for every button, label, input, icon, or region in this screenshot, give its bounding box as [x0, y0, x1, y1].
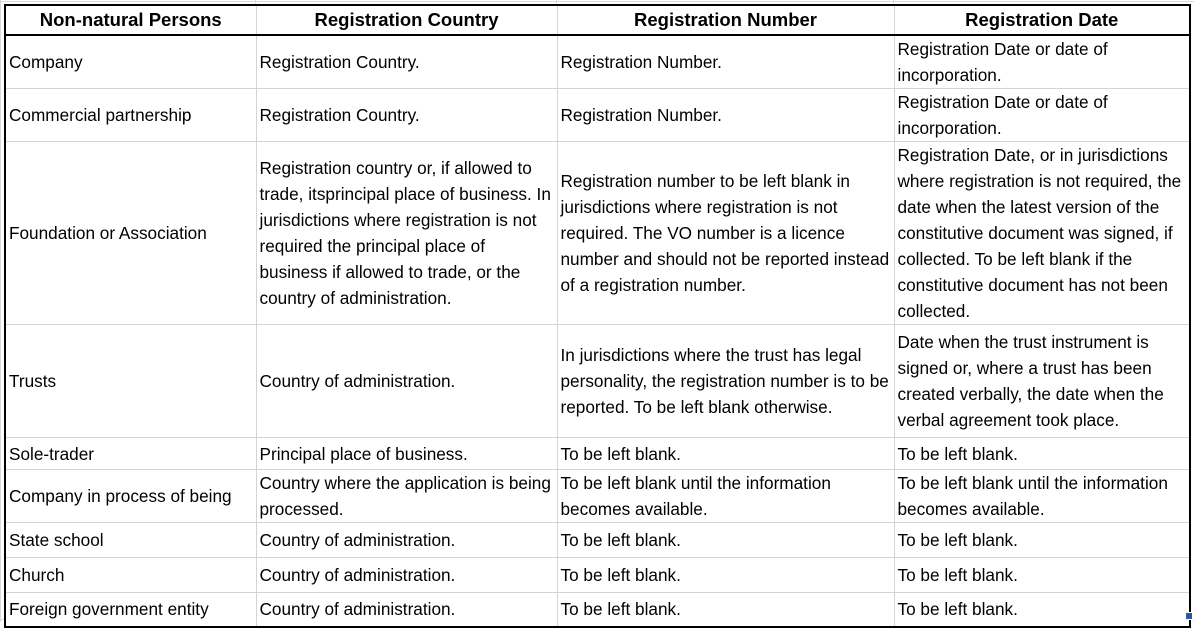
table-row: [5, 325, 1190, 438]
cell-date[interactable]: Registration Date or date of incorporation.: [894, 35, 1190, 89]
cell-entity[interactable]: Sole-trader: [5, 438, 256, 470]
table-row: [5, 89, 1190, 142]
cell-date[interactable]: To be left blank.: [894, 593, 1190, 627]
cell-number[interactable]: To be left blank.: [557, 523, 894, 558]
cell-number[interactable]: Registration Number.: [557, 35, 894, 89]
cell-number[interactable]: To be left blank.: [557, 558, 894, 593]
cell-entity[interactable]: Trusts: [5, 325, 256, 438]
cell-entity[interactable]: Commercial partnership: [5, 89, 256, 142]
cell-country[interactable]: Country of administration.: [256, 523, 557, 558]
gridline: [0, 1, 1194, 2]
table-row: [5, 523, 1190, 558]
cell-country[interactable]: Registration Country.: [256, 89, 557, 142]
registration-requirements-table: [4, 4, 1191, 628]
cell-country[interactable]: Principal place of business.: [256, 438, 557, 470]
table-row: [5, 35, 1190, 89]
table-row: [5, 558, 1190, 593]
header-row: [5, 5, 1190, 35]
cell-date[interactable]: To be left blank.: [894, 523, 1190, 558]
cell-country[interactable]: Country of administration.: [256, 558, 557, 593]
cell-date[interactable]: To be left blank.: [894, 438, 1190, 470]
selection-fill-handle[interactable]: [1185, 612, 1193, 620]
table-row: [5, 470, 1190, 523]
header-registration-date[interactable]: Registration Date: [894, 5, 1190, 35]
cell-date[interactable]: Date when the trust instrument is signed or, where a trust has been created verbally, the date when the verbal agreement took place.: [894, 325, 1190, 438]
cell-date[interactable]: To be left blank.: [894, 558, 1190, 593]
cell-country[interactable]: Registration Country.: [256, 35, 557, 89]
cell-country[interactable]: Country where the application is being processed.: [256, 470, 557, 523]
cell-entity[interactable]: Church: [5, 558, 256, 593]
cell-date[interactable]: Registration Date or date of incorporation.: [894, 89, 1190, 142]
cell-number[interactable]: To be left blank.: [557, 438, 894, 470]
cell-number[interactable]: To be left blank until the information becomes available.: [557, 470, 894, 523]
table-row: [5, 593, 1190, 627]
cell-date[interactable]: To be left blank until the information becomes available.: [894, 470, 1190, 523]
cell-entity[interactable]: State school: [5, 523, 256, 558]
cell-country[interactable]: Registration country or, if allowed to trade, itsprincipal place of business. In jurisdictions where registration is not required the principal place of business if allowed to trade, or the country of administration.: [256, 142, 557, 325]
header-registration-number[interactable]: Registration Number: [557, 5, 894, 35]
table-row: [5, 438, 1190, 470]
header-registration-country[interactable]: Registration Country: [256, 5, 557, 35]
cell-country[interactable]: Country of administration.: [256, 325, 557, 438]
cell-entity[interactable]: Foreign government entity: [5, 593, 256, 627]
cell-country[interactable]: Country of administration.: [256, 593, 557, 627]
table-row: [5, 142, 1190, 325]
cell-number[interactable]: In jurisdictions where the trust has legal personality, the registration number is to be reported. To be left blank otherwise.: [557, 325, 894, 438]
cell-date[interactable]: Registration Date, or in jurisdictions where registration is not required, the date when the latest version of the constitutive document was signed, if collected. To be left blank if the constitutive document has not been collected.: [894, 142, 1190, 325]
cell-entity[interactable]: Foundation or Association: [5, 142, 256, 325]
cell-entity[interactable]: Company in process of being: [5, 470, 256, 523]
header-non-natural-persons[interactable]: Non-natural Persons: [5, 5, 256, 35]
cell-number[interactable]: Registration Number.: [557, 89, 894, 142]
cell-number[interactable]: To be left blank.: [557, 593, 894, 627]
cell-entity[interactable]: Company: [5, 35, 256, 89]
cell-number[interactable]: Registration number to be left blank in jurisdictions where registration is not required. The VO number is a licence number and should not be reported instead of a registration number.: [557, 142, 894, 325]
